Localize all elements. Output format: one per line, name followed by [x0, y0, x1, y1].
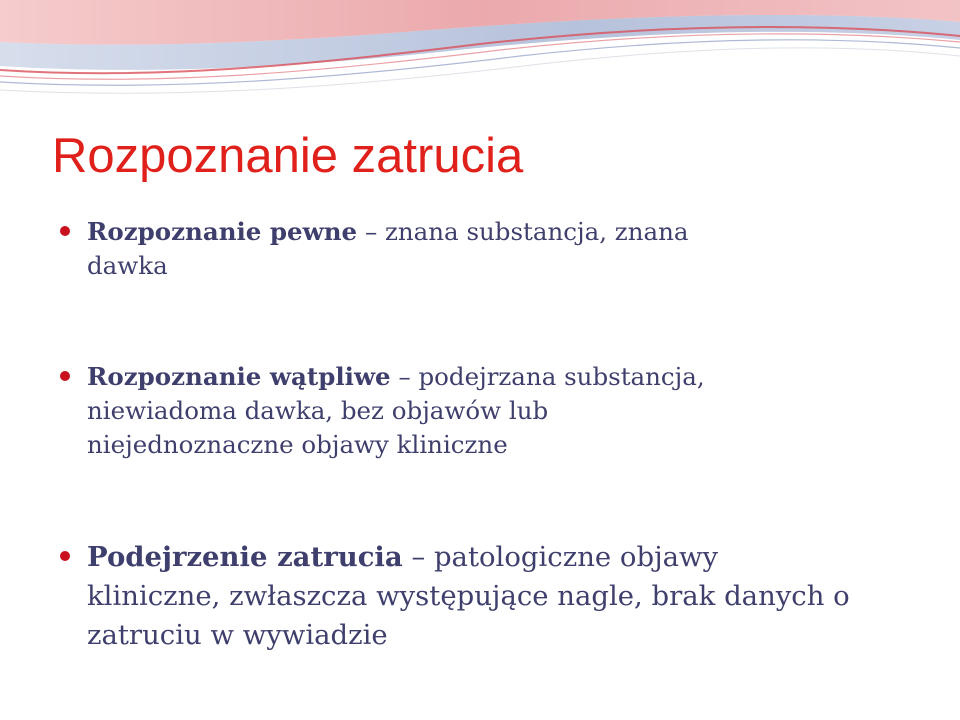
bullet-lead-term: Rozpoznanie pewne	[87, 217, 358, 246]
bullet-dot-icon	[60, 551, 70, 561]
bullet-text-continuation: kliniczne, zwłaszcza występujące nagle, brak danych o	[87, 580, 850, 612]
slide-title: Rozpoznanie zatrucia	[52, 129, 524, 183]
bullet-dot-icon	[60, 226, 70, 236]
bullet-text-continuation: niejednoznaczne objawy kliniczne	[87, 430, 508, 459]
bullet-text-continuation: dawka	[87, 251, 168, 280]
bullet-line	[87, 538, 922, 577]
bullet-item-rozpoznanie-watpliwe	[87, 360, 847, 462]
bullet-text-continuation: niewiadoma dawka, bez objawów lub	[87, 396, 549, 425]
bullet-text: – podejrzana substancja,	[398, 362, 705, 391]
bullet-text: – znana substancja, znana	[364, 217, 689, 246]
bullet-lead-term: Podejrzenie zatrucia	[87, 541, 403, 573]
bullet-line	[87, 360, 847, 394]
bullet-dot-icon	[60, 371, 70, 381]
bullet-text-continuation: zatruciu w wywiadzie	[87, 619, 388, 651]
bullet-line	[87, 215, 847, 249]
bullet-item-rozpoznanie-pewne	[87, 215, 847, 283]
bullet-lead-term: Rozpoznanie wątpliwe	[87, 362, 391, 391]
bullet-item-podejrzenie-zatrucia	[87, 538, 922, 655]
bullet-text: – patologiczne objawy	[411, 541, 719, 573]
